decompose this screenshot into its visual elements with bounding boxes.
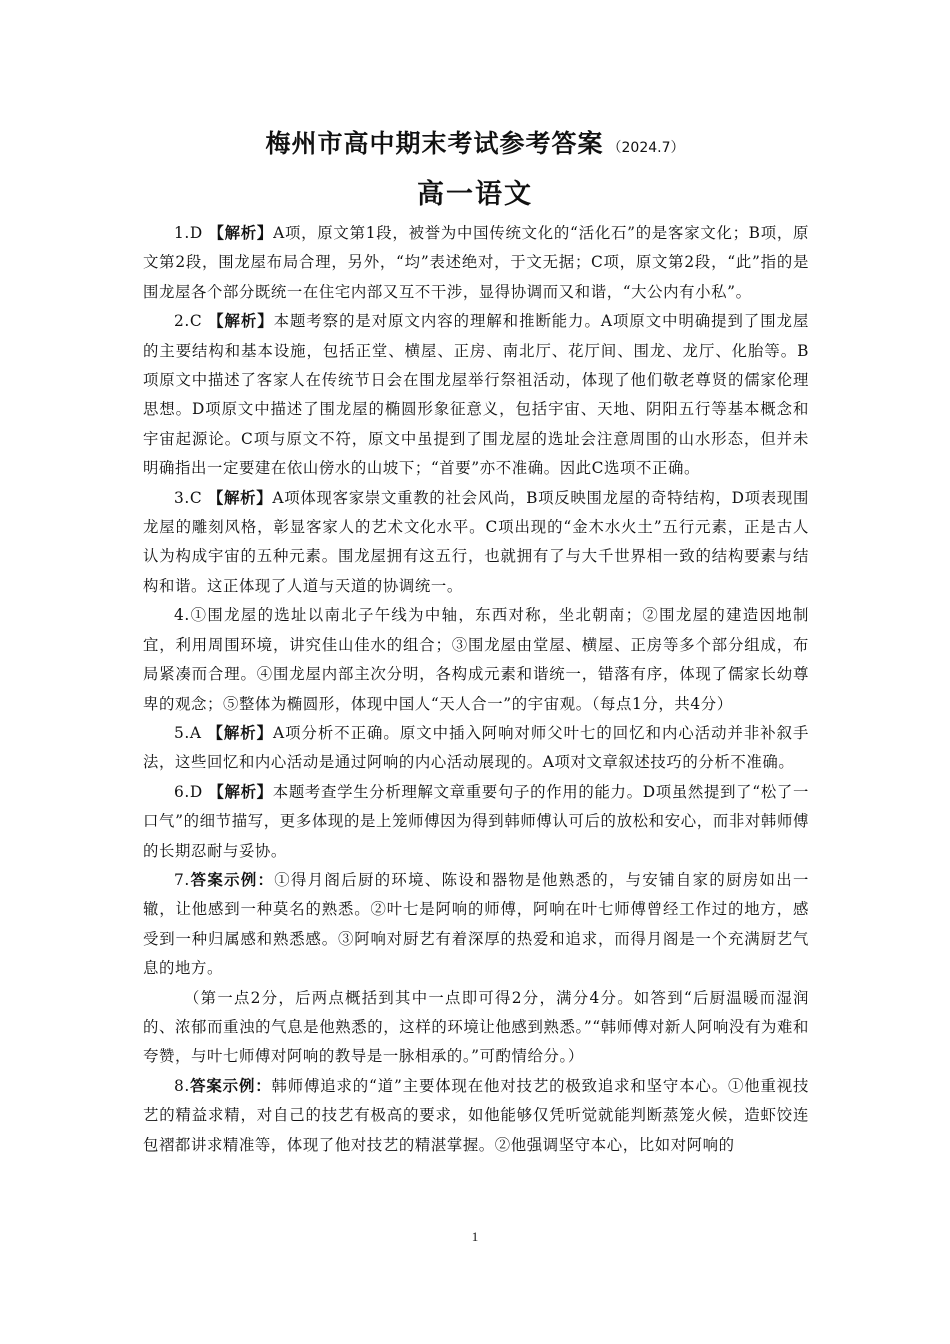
answer-number: 5.A [174, 723, 208, 742]
answer-number: 6.D [174, 782, 209, 801]
answer-text: ①得月阁后厨的环境、陈设和器物是他熟悉的，与安铺自家的厨房如出一辙，让他感到一种莫名的熟悉。②叶七是阿响的师傅，阿响在叶七师傅曾经工作过的地方，感受到一种归属感和熟悉感。③阿响对厨艺有着深厚的热爱和追求，而得月阁是一个充满厨艺气息的地方。 [143, 870, 809, 978]
scoring-note: （第一点2分，后两点概括到其中一点即可得2分，满分4分。如答到“后厨温暖而湿润的、浓郁而重浊的气息是他熟悉的，这样的环境让他感到熟悉。”“韩师傅对新人阿响没有为难和夸赞，与叶七师傅对阿响的教导是一脉相承的。”可酌情给分。） [143, 988, 809, 1066]
answer-text: A项，原文第1段，被誉为中国传统文化的“活化石”的是客家文化；B项，原文第2段，围龙屋布局合理，另外，“均”表述绝对，于文无据；C项，原文第2段，“此”指的是围龙屋各个部分既统一在住宅内部又互不干涉，显得协调而又和谐，“大公内有小私”。 [143, 224, 810, 301]
example-tag: 答案示例： [189, 1076, 272, 1095]
answer-text: ①围龙屋的选址以南北子午线为中轴，东西对称，坐北朝南；②围龙屋的建造因地制宜，利用周围环境，讲究佳山佳水的组合；③围龙屋由堂屋、横屋、正房等多个部分组成，布局紧凑而合理。④围龙屋内部主次分明，各构成元素和谐统一，错落有序，体现了儒家长幼尊卑的观念；⑤整体为椭圆形，体现中国人“天人合一”的宇宙观。（每点1分，共4分） [143, 606, 809, 713]
analysis-tag: 【解析】 [207, 488, 273, 507]
title-date: （2024.7） [607, 140, 685, 156]
answer-body [143, 219, 809, 1160]
answer-text: 本题考查学生分析理解文章重要句子的作用的能力。D项虽然提到了“松了一口气”的细节描写，更多体现的是上笼师傅因为得到韩师傅认可后的放松和安心，而非对韩师傅的长期忍耐与妥协。 [143, 782, 809, 860]
subject-title: 高一语文 [417, 179, 533, 210]
answer-number: 7. [174, 870, 190, 889]
answer-text: 本题考察的是对原文内容的理解和推断能力。A项原文中明确提到了围龙屋的主要结构和基本设施，包括正堂、横屋、正房、南北厅、花厅间、围龙、龙厅、化胎等。B项原文中描述了客家人在传统节日会在围龙屋举行祭祖活动，体现了他们敬老尊贤的儒家伦理思想。D项原文中描述了围龙屋的椭圆形象征意义，包括宇宙、天地、阴阳五行等基本概念和宇宙起源论。C项与原文不符，原文中虽提到了围龙屋的选址会注意周围的山水形态，但并未明确指出一定要建在依山傍水的山坡下；“首要”亦不准确。因此C选项不正确。 [143, 312, 809, 478]
answer-number: 3.C [174, 488, 208, 507]
answer-number: 2.C [174, 312, 209, 331]
answer-item [143, 866, 809, 984]
answer-item [143, 484, 809, 602]
document-title [0, 124, 950, 160]
answer-item [143, 719, 809, 778]
analysis-tag: 【解析】 [208, 312, 274, 331]
title-text: 梅州市高中期末考试参考答案 [265, 129, 604, 158]
answer-item [143, 778, 809, 866]
answer-text: A项体现客家崇文重教的社会风尚，B项反映围龙屋的奇特结构，D项表现围龙屋的雕刻风格，彰显客家人的艺术文化水平。C项出现的“金木水火土”五行元素，正是古人认为构成宇宙的五种元素。围龙屋拥有这五行，也就拥有了与大千世界相一致的结构要素与结构和谐。这正体现了人道与天道的协调统一。 [143, 488, 809, 595]
example-tag: 答案示例： [189, 870, 275, 889]
answer-item [143, 307, 809, 483]
answer-item [143, 219, 809, 307]
analysis-tag: 【解析】 [208, 782, 273, 801]
answer-item [143, 1072, 809, 1160]
answer-number: 4. [174, 606, 190, 625]
analysis-tag: 【解析】 [207, 723, 274, 742]
page-number: 1 [471, 1229, 479, 1244]
answer-number: 8. [174, 1076, 190, 1095]
answer-text: A项分析不正确。原文中插入阿响对师父叶七的回忆和内心活动并非补叙手法，这些回忆和内心活动是通过阿响的内心活动展现的。A项对文章叙述技巧的分析不准确。 [143, 723, 810, 772]
answer-text: 韩师傅追求的“道”主要体现在他对技艺的极致追求和坚守本心。①他重视技艺的精益求精，对自己的技艺有极高的要求，如他能够仅凭听觉就能判断蒸笼火候，造虾饺连包褶都讲求精准等，体现了他对技艺的精湛掌握。②他强调坚守本心，比如对阿响的 [143, 1076, 809, 1154]
answer-number: 1.D [174, 224, 209, 242]
answer-item [143, 601, 809, 719]
analysis-tag: 【解析】 [208, 224, 274, 242]
